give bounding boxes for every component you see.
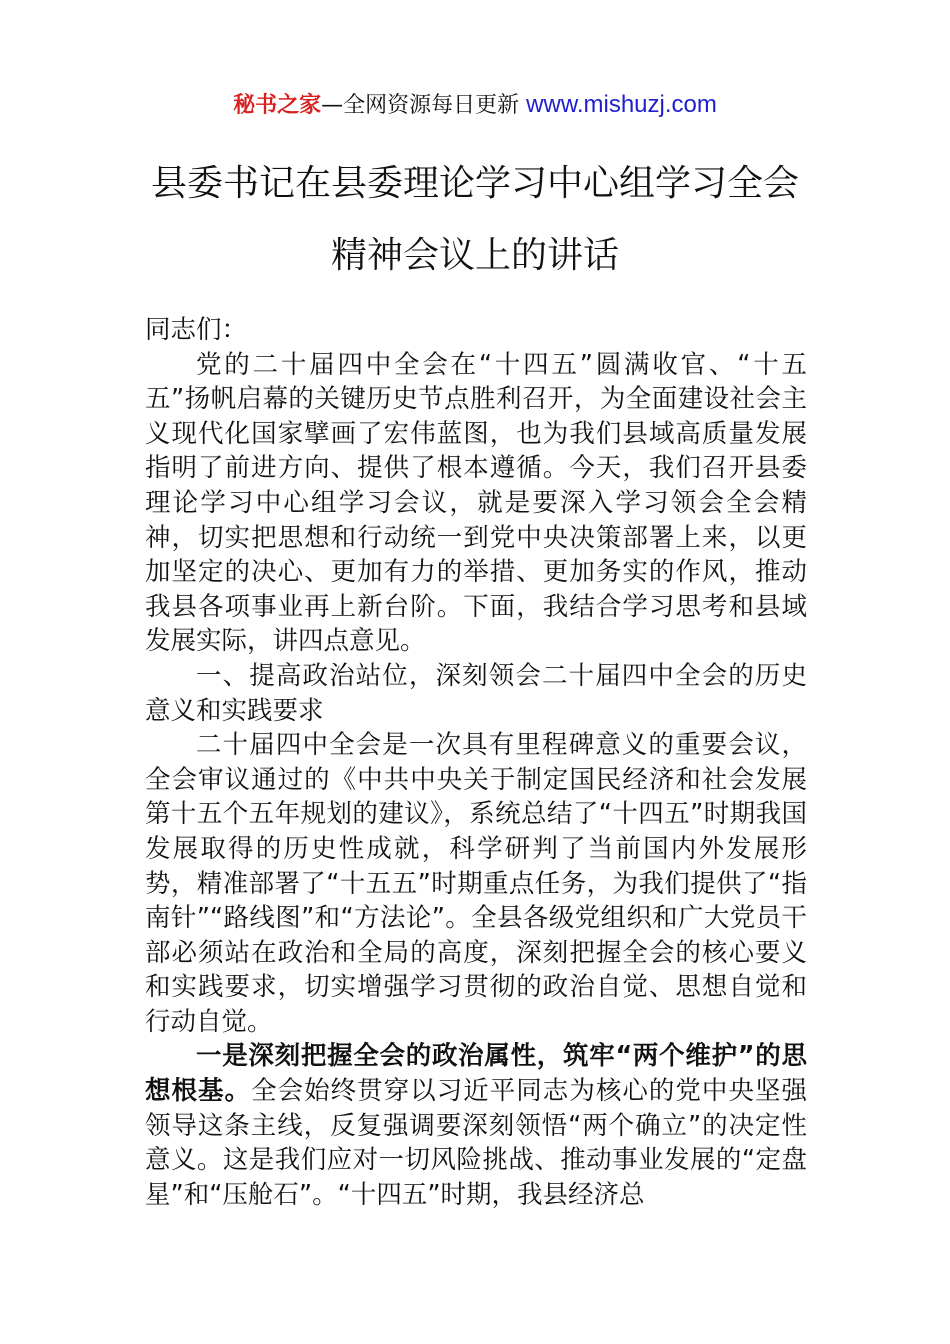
site-header	[0, 88, 950, 123]
point-1-text: 全会始终贯穿以习近平同志为核心的党中央坚强领导这条主线，反复强调要深刻领悟“两个确立”的决定性意义。这是我们应对一切风险挑战、推动事业发展的“定盘星”和“压舱石”。“十四五”时期，我县经济总	[145, 1076, 807, 1210]
title-line-2: 精神会议上的讲话	[330, 235, 619, 276]
brand-name: 秘书之家	[233, 93, 322, 118]
salutation: 同志们：	[145, 315, 248, 345]
point-1-lead: 一是深刻把握全会的政治属性，筑牢“两个维护”的思想根基。	[145, 1041, 807, 1107]
document-body	[145, 313, 807, 1212]
header-tagline: —全网资源每日更新	[321, 93, 527, 118]
section-heading-1: 一、提高政治站位，深刻领会二十届四中全会的历史意义和实践要求	[145, 660, 807, 726]
site-url-link[interactable]: www.mishuzj.com	[526, 91, 717, 118]
paragraph-point-1	[145, 1039, 807, 1212]
document-title	[0, 148, 950, 292]
paragraph-intro: 党的二十届四中全会在“十四五”圆满收官、“十五五”扬帆启幕的关键历史节点胜利召开，为全面建设社会主义现代化国家擘画了宏伟蓝图，也为我们县域高质量发展指明了前进方向、提供了根本遵循。今天，我们召开县委理论学习中心组学习会议，就是要深入学习领会全会精神，切实把思想和行动统一到党中央决策部署上来，以更加坚定的决心、更加有力的举措、更加务实的作风，推动我县各项事业再上新台阶。下面，我结合学习思考和县域发展实际，讲四点意见。	[145, 349, 807, 657]
paragraph-section-1: 二十届四中全会是一次具有里程碑意义的重要会议，全会审议通过的《中共中央关于制定国民经济和社会发展第十五个五年规划的建议》，系统总结了“十四五”时期我国发展取得的历史性成就，科学研判了当前国内外发展形势，精准部署了“十五五”时期重点任务，为我们提供了“指南针”“路线图”和“方法论”。全县各级党组织和广大党员干部必须站在政治和全局的高度，深刻把握全会的核心要义和实践要求，切实增强学习贯彻的政治自觉、思想自觉和行动自觉。	[145, 730, 807, 1037]
title-line-1: 县委书记在县委理论学习中心组学习全会	[150, 163, 799, 204]
